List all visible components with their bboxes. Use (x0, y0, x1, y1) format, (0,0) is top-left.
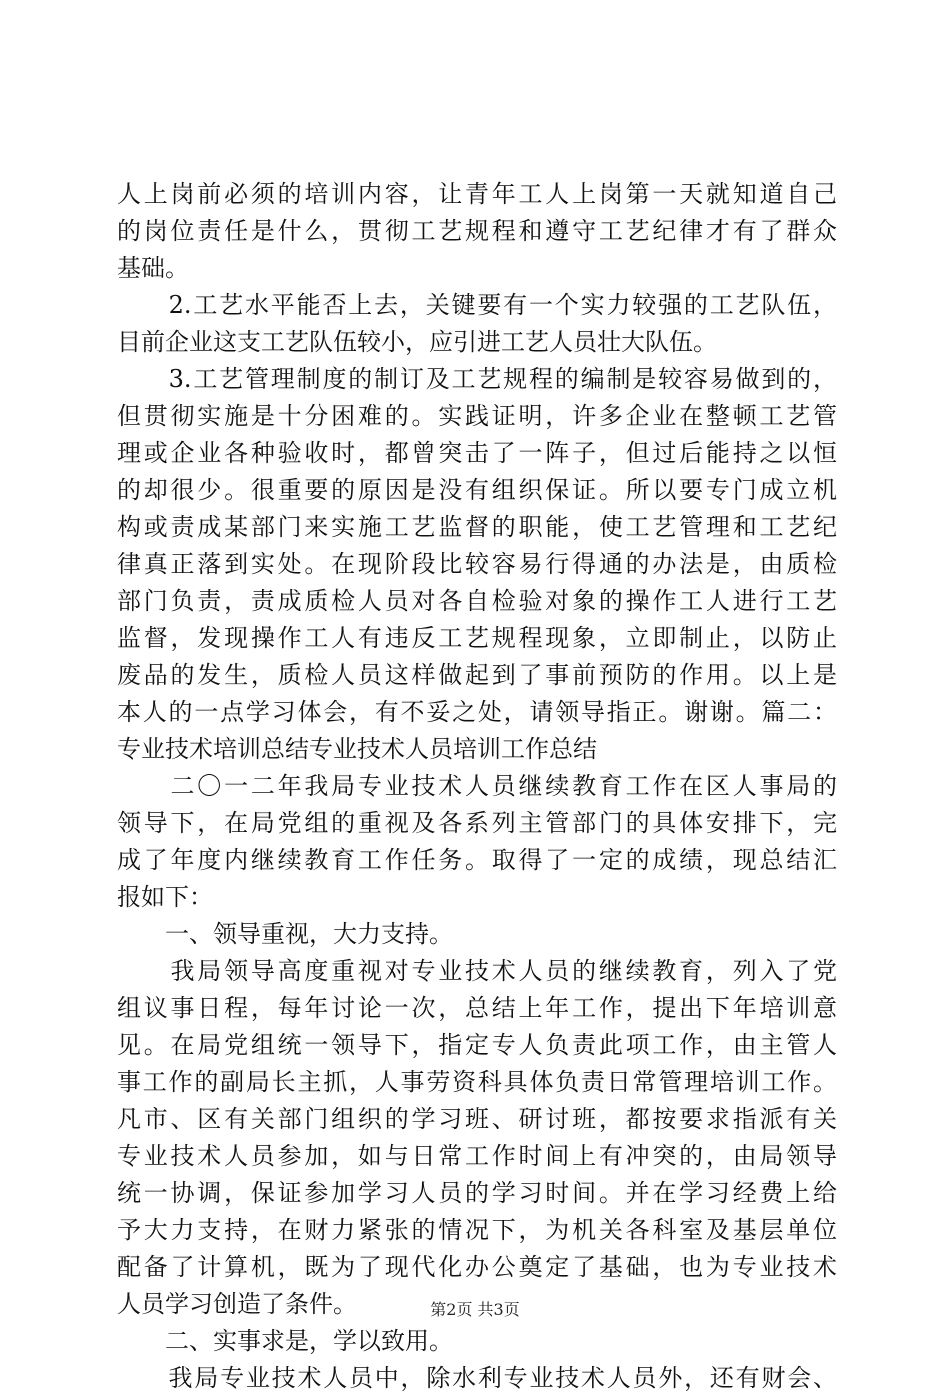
text-line: 构或责成某部门来实施工艺监督的职能，使工艺管理和工艺纪 (117, 513, 837, 541)
text-line: 理或企业各种验收时，都曾突击了一阵子，但过后能持之以恒 (117, 439, 837, 467)
text-line: 3.工艺管理制度的制订及工艺规程的编制是较容易做到的， (117, 365, 837, 393)
text-line: 本人的一点学习体会，有不妥之处，请领导指正。谢谢。篇二： (117, 698, 837, 726)
text-line: 组议事日程，每年讨论一次，总结上年工作，提出下年培训意 (117, 994, 837, 1022)
text-line: 人上岗前必须的培训内容，让青年工人上岗第一天就知道自己 (117, 180, 837, 208)
text-line: 二〇一二年我局专业技术人员继续教育工作在区人事局的 (117, 772, 837, 800)
text-line: 2.工艺水平能否上去，关键要有一个实力较强的工艺队伍， (117, 291, 837, 319)
text-line: 监督，发现操作工人有违反工艺规程现象，立即制止，以防止 (117, 624, 837, 652)
document-body (117, 176, 837, 1397)
text-line: 见。在局党组统一领导下，指定专人负责此项工作，由主管人 (117, 1031, 837, 1059)
text-line: 但贯彻实施是十分困难的。实践证明，许多企业在整顿工艺管 (117, 402, 837, 430)
text-line: 领导下，在局党组的重视及各系列主管部门的具体安排下，完 (117, 809, 837, 837)
text-line: 的却很少。很重要的原因是没有组织保证。所以要专门成立机 (117, 476, 837, 504)
text-line: 一、领导重视，大力支持。 (117, 920, 453, 948)
text-line: 我局领导高度重视对专业技术人员的继续教育，列入了党 (117, 957, 837, 985)
page-footer: 第2页 共3页 (430, 1300, 520, 1319)
text-line: 予大力支持，在财力紧张的情况下，为机关各科室及基层单位 (117, 1216, 837, 1244)
text-line: 的岗位责任是什么，贯彻工艺规程和遵守工艺纪律才有了群众 (117, 217, 837, 245)
text-line: 我局专业技术人员中，除水利专业技术人员外，还有财会、 (117, 1364, 837, 1392)
text-line: 统一协调，保证参加学习人员的学习时间。并在学习经费上给 (117, 1179, 837, 1207)
text-line: 律真正落到实处。在现阶段比较容易行得通的办法是，由质检 (117, 550, 837, 578)
text-line: 基础。 (117, 254, 189, 282)
text-line: 废品的发生，质检人员这样做起到了事前预防的作用。以上是 (117, 661, 837, 689)
text-line: 目前企业这支工艺队伍较小，应引进工艺人员壮大队伍。 (117, 328, 717, 356)
text-line: 成了年度内继续教育工作任务。取得了一定的成绩，现总结汇 (117, 846, 837, 874)
text-line: 二、实事求是，学以致用。 (117, 1327, 453, 1355)
text-line: 专业技术培训总结专业技术人员培训工作总结 (117, 735, 597, 763)
text-line: 专业技术人员参加，如与日常工作时间上有冲突的，由局领导 (117, 1142, 837, 1170)
text-line: 配备了计算机，既为了现代化办公奠定了基础，也为专业技术 (117, 1253, 837, 1281)
text-line: 事工作的副局长主抓，人事劳资科具体负责日常管理培训工作。 (117, 1068, 837, 1096)
text-line: 凡市、区有关部门组织的学习班、研讨班，都按要求指派有关 (117, 1105, 837, 1133)
text-line: 部门负责，责成质检人员对各自检验对象的操作工人进行工艺 (117, 587, 837, 615)
text-line: 报如下： (117, 883, 213, 911)
text-line: 人员学习创造了条件。 (117, 1290, 357, 1318)
